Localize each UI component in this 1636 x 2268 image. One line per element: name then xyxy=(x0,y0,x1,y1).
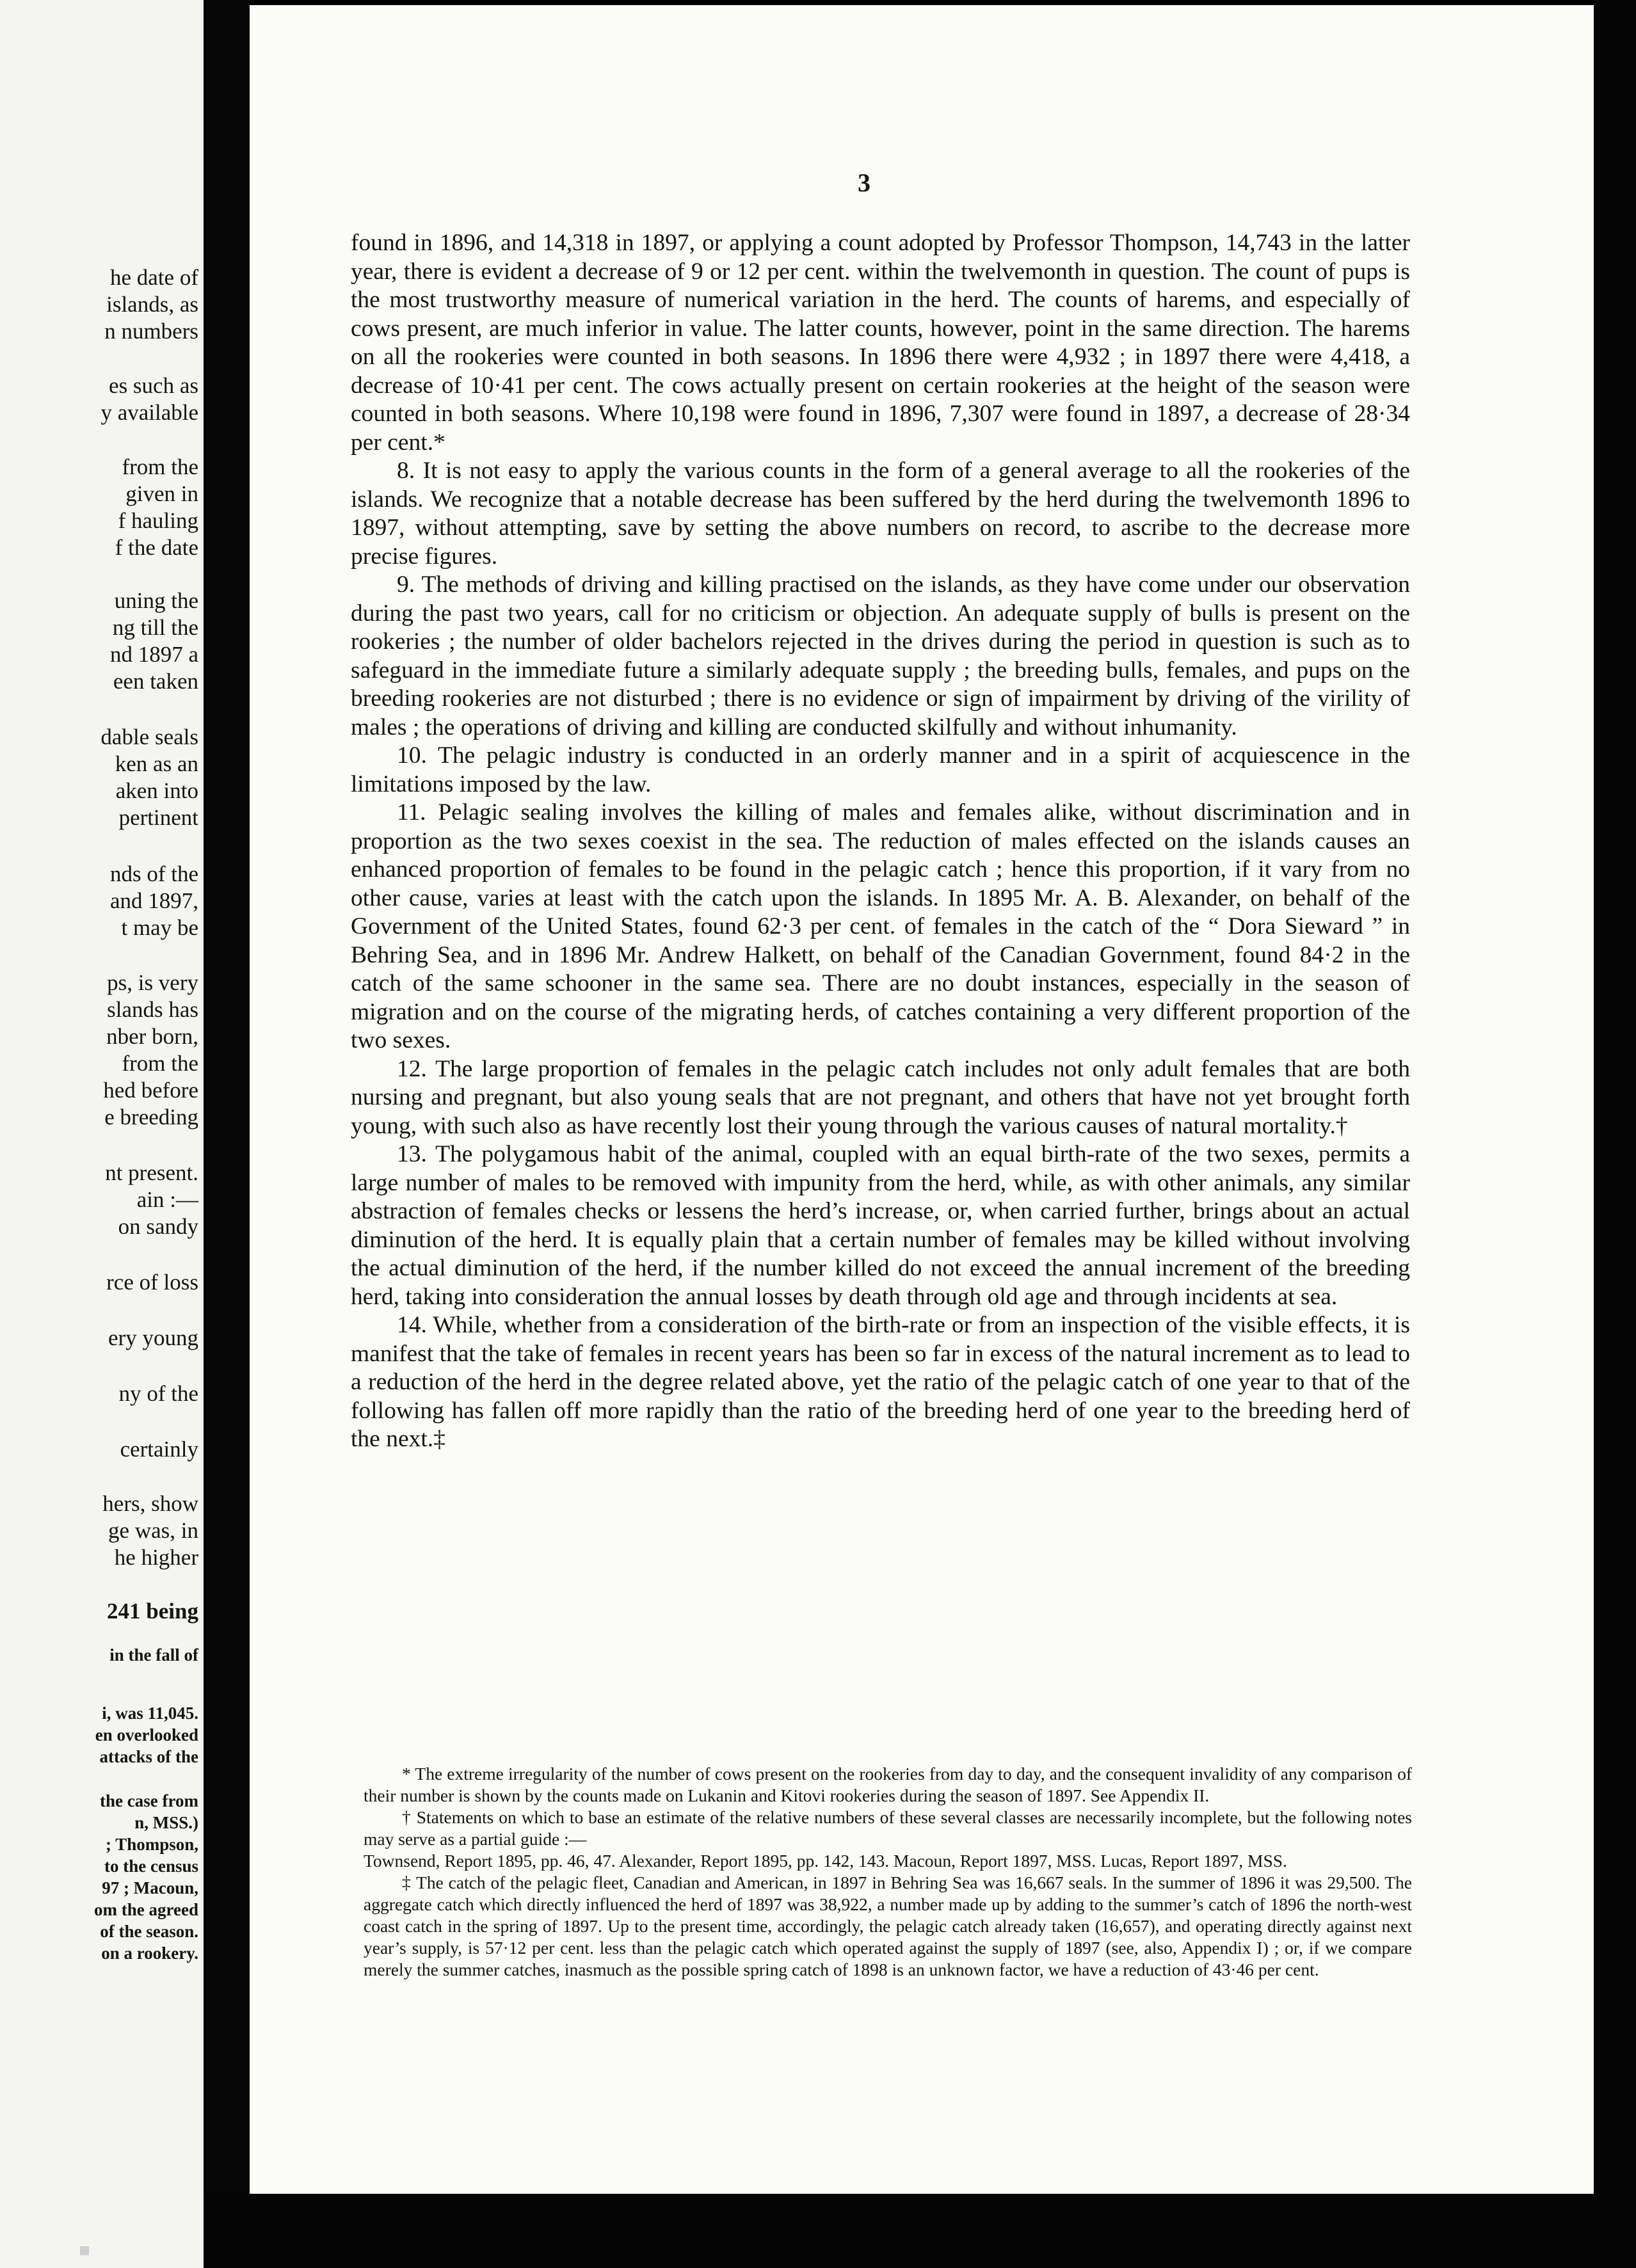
paragraph-continued: found in 1896, and 14,318 in 1897, or applying a count adopted by Professor Thompson, 14,743 in the latter year, there is evident a decrease of 9 or 12 per cent. within the twelvemonth in question. The count of pups is the most trustworthy measure of numerical variation in the herd. The counts of harems, and especially of cows present, are much inferior in value. The latter counts, however, point in the same direction. The harems on all the rookeries were counted in both seasons. In 1896 there were 4,932 ; in 1897 there were 4,418, a decrease of 10·41 per cent. The cows actually present on certain rookeries at the height of the season were counted in both seasons. Where 10,198 were found in 1896, 7,307 were found in 1897, a decrease of 28·34 per cent.* xyxy=(351,230,1410,456)
facing-page-footnote: the case from xyxy=(100,1791,198,1810)
facing-page-text: rce of loss xyxy=(106,1270,198,1295)
paragraph-14: 14. While, whether from a consideration of the birth-rate or from an inspection of the visible effects, it is manifest that the take of females in recent years has been so far in excess of the natural increment as to lead to a reduction of the herd in the degree related above, yet the ratio of the pelagic catch of one year to that of the following has fallen off more rapidly than the ratio of the breeding herd of one year to the breeding herd of the next.‡ xyxy=(351,1312,1410,1452)
facing-page-text: from the xyxy=(122,1051,198,1076)
facing-page-text: f the date xyxy=(115,535,198,560)
paragraph-13: 13. The polygamous habit of the animal, coupled with an equal birth-rate of the two sexes, permits a large number of males to be removed with impunity from the herd, while, as with other animals, any similar abstraction of females checks or lessens the herd’s increase, or, when carried further, brings about an actual diminution of the herd. It is equally plain that a certain number of females may be killed without involving the actual diminution of the herd, if the number killed do not exceed the annual increment of the breeding herd, taking into consideration the annual losses by death through old age and through incidents at sea. xyxy=(351,1141,1410,1310)
facing-page-footnote: ; Thompson, xyxy=(105,1835,198,1854)
facing-page-text: on sandy xyxy=(118,1214,198,1239)
facing-page-text: certainly xyxy=(120,1437,198,1462)
facing-page xyxy=(0,0,204,2268)
facing-page-text: t may be xyxy=(121,915,198,940)
facing-page-text: ge was, in xyxy=(108,1518,198,1543)
scan-speck xyxy=(80,2246,89,2255)
paragraph-9: 9. The methods of driving and killing practised on the islands, as they have come under our observation during the past two years, call for no criticism or objection. An adequate supply of bulls is present on the rookeries ; the number of older bachelors rejected in the drives during the period in question is such as to safeguard in the immediate future a similarly adequate supply ; the breeding bulls, females, and pups on the breeding rookeries are not disturbed ; there is no evidence or sign of impairment by driving of the virility of males ; the operations of driving and killing are conducted skilfully and without inhumanity. xyxy=(351,571,1410,740)
facing-page-text: uning the xyxy=(114,588,198,613)
facing-page-footnote: attacks of the xyxy=(99,1747,198,1766)
facing-page-footnote: of the season. xyxy=(100,1922,198,1941)
facing-page-footnote: n, MSS.) xyxy=(134,1813,198,1832)
facing-page-text: given in xyxy=(125,481,198,506)
facing-page-text: ain :— xyxy=(136,1187,198,1212)
facing-page-text: hers, show xyxy=(102,1491,198,1516)
paragraph-10: 10. The pelagic industry is conducted in an orderly manner and in a spirit of acquiescence in the limitations imposed by the law. xyxy=(351,742,1410,797)
facing-page-text: y available xyxy=(100,400,198,425)
facing-page-footnote: om the agreed xyxy=(94,1900,198,1919)
facing-page-text: ken as an xyxy=(115,751,198,776)
facing-page-text: 241 being xyxy=(107,1599,198,1624)
facing-page-footnote: to the census xyxy=(104,1857,198,1876)
facing-page-text: n numbers xyxy=(104,319,198,344)
facing-page-text: es such as xyxy=(109,373,198,398)
paragraph-12: 12. The large proportion of females in the pelagic catch includes not only adult females that are both nursing and pregnant, but also young seals that are not pregnant, and others that have not yet brought forth young, with such also as have recently lost their young through the various causes of natural mortality.† xyxy=(351,1055,1410,1139)
facing-page-text: nber born, xyxy=(106,1024,198,1049)
footnote-asterisk: * The extreme irregularity of the number of cows present on the rookeries from day to day, and the consequent invalidity of any comparison of their number is shown by the counts made on Lukanin and Kitovi rookeries during the season of 1897. See Appendix II. xyxy=(364,1764,1412,1805)
footnote-double-dagger: ‡ The catch of the pelagic fleet, Canadian and American, in 1897 in Behring Sea was 16,667 seals. In the summer of 1896 it was 29,500. The aggregate catch which directly influenced the herd of 1897 was 38,922, a number made up by adding to the summer’s catch of 1896 the north-west coast catch in the spring of 1897. Up to the present time, accordingly, the pelagic catch already taken (16,657), and operating directly against next year’s supply, is 57·12 per cent. less than the pelagic catch which operated against the supply of 1897 (see, also, Appendix I) ; or, if we compare merely the summer catches, inasmuch as the possible spring catch of 1898 is an unknown factor, we have a reduction of 43·46 per cent. xyxy=(364,1873,1412,1979)
facing-page-text: nt present. xyxy=(105,1160,198,1185)
facing-page-text: and 1897, xyxy=(109,888,198,913)
page-number: 3 xyxy=(858,168,870,197)
facing-page-text: een taken xyxy=(113,669,198,694)
facing-page-text: ps, is very xyxy=(107,970,198,995)
paragraph-8: 8. It is not easy to apply the various counts in the form of a general average to all the rookeries of the islands. We recognize that a notable decrease has been suffered by the herd during the twelvemonth 1896 to 1897, without attempting, save by setting the above numbers on record, to ascribe to the decrease more precise figures. xyxy=(351,458,1410,570)
facing-page-text: slands has xyxy=(107,997,198,1022)
scan-border-bottom xyxy=(204,2194,1636,2268)
footnote-dagger-references: Townsend, Report 1895, pp. 46, 47. Alexander, Report 1895, pp. 142, 143. Macoun, Report 1897, MSS. Lucas, Report 1897, MSS. xyxy=(364,1851,1287,1871)
facing-page-text: ng till the xyxy=(112,615,198,640)
paragraph-11: 11. Pelagic sealing involves the killing of males and females alike, without discrimination and in proportion as the two sexes coexist in the sea. The reduction of males effected on the islands causes an enhanced proportion of females to be found in the pelagic catch ; hence this proportion, if it vary from no other cause, varies at least with the catch upon the islands. In 1895 Mr. A. B. Alexander, on behalf of the Government of the United States, found 62·3 per cent. of females in the catch of the “ Dora Sieward ” in Behring Sea, and in 1896 Mr. Andrew Halkett, on behalf of the Canadian Government, found 84·2 in the catch of the same schooner in the same sea. There are no doubt instances, especially in the season of migration and on the course of the migrating herds, of catches containing a very different proportion of the two sexes. xyxy=(351,799,1410,1053)
facing-page-text: nd 1897 a xyxy=(109,642,198,667)
facing-page-footnote: on a rookery. xyxy=(101,1944,198,1963)
facing-page-footnote: i, was 11,045. xyxy=(102,1704,198,1723)
facing-page-text: ery young xyxy=(108,1325,198,1350)
facing-page-text: islands, as xyxy=(106,292,198,317)
book-gutter xyxy=(204,0,250,2268)
facing-page-text: dable seals xyxy=(100,724,198,749)
facing-page-text: ny of the xyxy=(118,1381,198,1406)
facing-page-footnote: 97 ; Macoun, xyxy=(102,1878,198,1897)
facing-page-text: pertinent xyxy=(118,805,198,830)
body-text xyxy=(351,229,1410,1454)
facing-page-text: hed before xyxy=(103,1078,198,1103)
facing-page-text: e breeding xyxy=(104,1105,198,1130)
facing-page-text: he date of xyxy=(110,265,198,290)
facing-page-footnote: in the fall of xyxy=(109,1645,198,1665)
facing-page-text: from the xyxy=(122,454,198,479)
facing-page-footnote: en overlooked xyxy=(95,1725,198,1745)
facing-page-text: aken into xyxy=(115,778,198,803)
facing-page-text: nds of the xyxy=(109,861,198,886)
facing-page-text: f hauling xyxy=(118,508,198,533)
footnotes xyxy=(364,1763,1412,1981)
facing-page-text: he higher xyxy=(114,1545,198,1570)
footnote-dagger: † Statements on which to base an estimate of the relative numbers of these several classes are necessarily incomplete, but the following notes may serve as a partial guide :— xyxy=(364,1807,1412,1849)
scan-border-right xyxy=(1594,0,1636,2268)
